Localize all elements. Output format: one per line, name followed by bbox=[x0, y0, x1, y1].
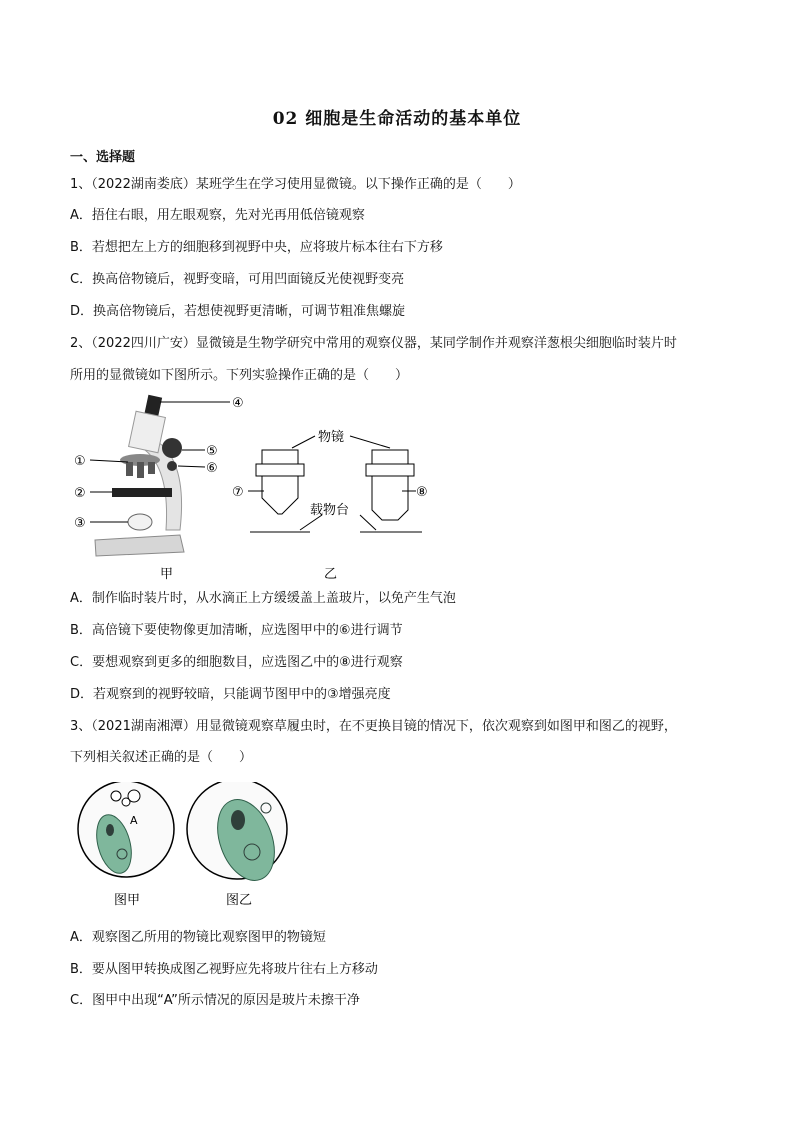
label-3: ③ bbox=[74, 516, 86, 531]
q3-option-a: A．观察图乙所用的物镜比观察图甲的物镜短 bbox=[70, 930, 326, 945]
q3-stem-line2: 下列相关叙述正确的是（ ） bbox=[70, 750, 253, 765]
q1-stem: 1、（2022湖南娄底）某班学生在学习使用显微镜。以下操作正确的是（ ） bbox=[70, 177, 521, 192]
marker-a: A bbox=[130, 814, 138, 827]
coarse-knob bbox=[162, 438, 182, 458]
caption-tu-yi: 图乙 bbox=[226, 893, 253, 908]
section-heading: 一、选择题 bbox=[70, 150, 136, 165]
q2-option-b: B．高倍镜下要使物像更加清晰，应选图甲中的⑥进行调节 bbox=[70, 623, 403, 638]
q2-option-d: D．若观察到的视野较暗，只能调节图甲中的③增强亮度 bbox=[70, 687, 391, 702]
page-title: 02 细胞是生命活动的基本单位 bbox=[272, 109, 522, 129]
q3-option-c: C．图甲中出现“A”所示情况的原因是玻片未擦干净 bbox=[70, 993, 360, 1008]
q2-option-a: A．制作临时装片时，从水滴正上方缓缓盖上盖玻片，以免产生气泡 bbox=[70, 591, 456, 606]
mirror bbox=[128, 514, 152, 530]
q3-option-b: B．要从图甲转换成图乙视野应先将玻片往右上方移动 bbox=[70, 962, 378, 977]
stage bbox=[112, 488, 172, 497]
microscope-base bbox=[95, 535, 184, 556]
stage-label: 载物台 bbox=[310, 503, 350, 518]
microscope-figure bbox=[60, 390, 440, 585]
q2-stem-line1: 2、（2022四川广安）显微镜是生物学研究中常用的观察仪器，某同学制作并观察洋葱根尖细胞临时装片时 bbox=[70, 336, 677, 351]
q1-option-b: B．若想把左上方的细胞移到视野中央，应将玻片标本往右下方移 bbox=[70, 240, 443, 255]
label-5: ⑤ bbox=[206, 444, 218, 459]
label-7: ⑦ bbox=[232, 485, 244, 500]
q1-option-a: A．捂住右眼，用左眼观察，先对光再用低倍镜观察 bbox=[70, 208, 365, 223]
q3-stem-line1: 3、（2021湖南湘潭）用显微镜观察草履虫时，在不更换目镜的情况下，依次观察到如图甲和图乙的视野， bbox=[70, 719, 677, 734]
label-2: ② bbox=[74, 486, 86, 501]
q2-option-c: C．要想观察到更多的细胞数目，应选图乙中的⑧进行观察 bbox=[70, 655, 403, 670]
caption-yi: 乙 bbox=[324, 567, 338, 582]
caption-tu-jia: 图甲 bbox=[114, 893, 141, 908]
label-6: ⑥ bbox=[206, 461, 218, 476]
label-1: ① bbox=[74, 454, 86, 469]
q1-option-c: C．换高倍物镜后，视野变暗，可用凹面镜反光使视野变亮 bbox=[70, 272, 405, 287]
caption-jia: 甲 bbox=[160, 567, 174, 582]
label-8: ⑧ bbox=[416, 485, 428, 500]
label-4: ④ bbox=[232, 396, 244, 411]
q2-stem-line2: 所用的显微镜如下图所示。下列实验操作正确的是（ ） bbox=[70, 368, 409, 383]
paramecium-figure bbox=[70, 782, 310, 912]
q1-option-d: D．换高倍物镜后，若想使视野更清晰，可调节粗准焦螺旋 bbox=[70, 304, 406, 319]
fine-knob bbox=[167, 461, 177, 471]
objective-label: 物镜 bbox=[318, 430, 345, 445]
